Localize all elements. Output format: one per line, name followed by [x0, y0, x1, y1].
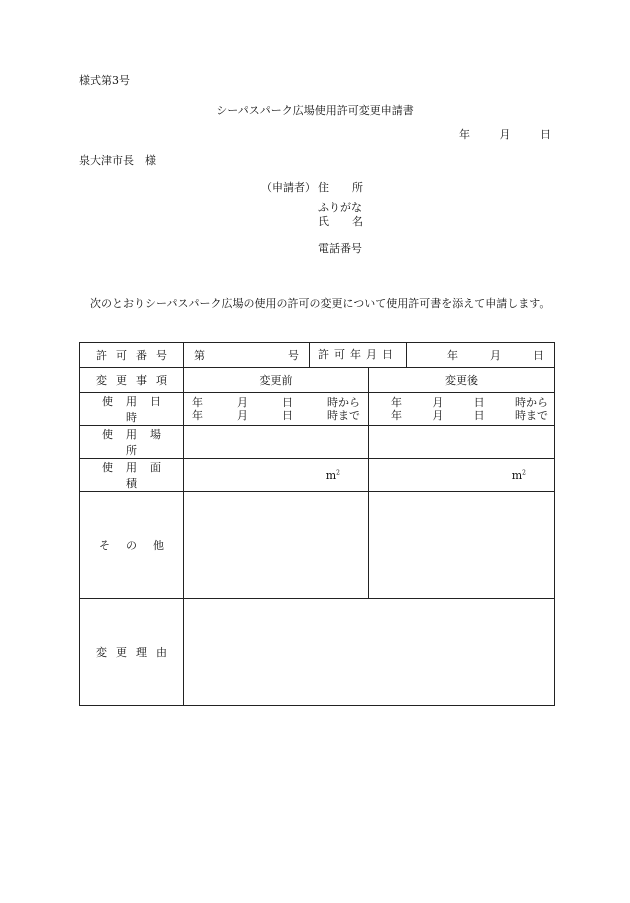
- dt-month: 月: [432, 409, 444, 422]
- use-place-label: 使用場所: [80, 426, 184, 459]
- applicant-furigana-label: ふりがな: [318, 201, 362, 214]
- other-label: その他: [80, 492, 184, 599]
- use-place-row: [80, 426, 555, 459]
- permit-date-cell: [310, 343, 555, 368]
- dt-year: 年: [192, 409, 203, 422]
- permit-date-field[interactable]: [407, 347, 554, 363]
- dt-from: 時から: [514, 396, 548, 409]
- dt-day: 日: [473, 409, 485, 422]
- dt-to: 時まで: [327, 409, 360, 422]
- date-month: 月: [499, 128, 511, 141]
- permit-number-label: 許可番号: [80, 343, 184, 368]
- applicant-phone-label: 電話番号: [318, 242, 362, 255]
- permit-number-suffix: 号: [288, 349, 299, 362]
- dt-day: 日: [282, 409, 293, 422]
- reason-label: 変更理由: [80, 599, 184, 706]
- area-unit: m: [511, 468, 523, 482]
- permit-date-label: 許可年月日: [310, 343, 407, 367]
- use-area-before[interactable]: [184, 459, 369, 492]
- reason-row: [80, 599, 555, 706]
- area-unit-sup: 2: [336, 468, 340, 476]
- other-before[interactable]: [184, 492, 369, 599]
- dt-month: 月: [237, 396, 248, 409]
- reason-field[interactable]: [184, 599, 555, 706]
- use-datetime-after[interactable]: [369, 393, 555, 426]
- dt-day: 日: [282, 396, 293, 409]
- form-number: 様式第3号: [79, 74, 130, 87]
- area-unit-sup: 2: [522, 468, 526, 476]
- use-datetime-before[interactable]: [184, 393, 369, 426]
- other-row: [80, 492, 555, 599]
- use-datetime-label: 使用日時: [80, 393, 184, 426]
- change-item-label: 変更事項: [80, 368, 184, 393]
- before-header: 変更前: [184, 368, 369, 393]
- dt-day: 日: [473, 396, 485, 409]
- other-after[interactable]: [369, 492, 555, 599]
- permit-date-year: 年: [447, 349, 458, 362]
- permit-number-prefix: 第: [194, 349, 205, 362]
- document-title: シーパスパーク広場使用許可変更申請書: [216, 104, 414, 117]
- use-datetime-row: [80, 393, 555, 426]
- permit-date-day: 日: [533, 349, 544, 362]
- date-day: 日: [540, 128, 551, 141]
- use-area-after[interactable]: [369, 459, 555, 492]
- permit-number-field[interactable]: [184, 343, 310, 368]
- date-year: 年: [459, 128, 470, 141]
- use-place-after[interactable]: [369, 426, 555, 459]
- dt-year: 年: [192, 396, 203, 409]
- applicant-name-label: 氏名: [318, 215, 386, 228]
- change-item-row: [80, 368, 555, 393]
- permit-row: [80, 343, 555, 368]
- dt-month: 月: [432, 396, 444, 409]
- dt-year: 年: [391, 396, 402, 409]
- dt-month: 月: [237, 409, 248, 422]
- applicant-label: （申請者）: [261, 181, 316, 194]
- body-text: 次のとおりシーパスパーク広場の使用の許可の変更について使用許可書を添えて申請します。: [90, 297, 551, 310]
- addressee: 泉大津市長 様: [79, 154, 156, 167]
- use-area-row: [80, 459, 555, 492]
- permit-date-month: 月: [490, 349, 501, 362]
- dt-to: 時まで: [514, 409, 548, 422]
- dt-from: 時から: [327, 396, 360, 409]
- application-table: [79, 342, 555, 706]
- dt-year: 年: [391, 409, 402, 422]
- use-place-before[interactable]: [184, 426, 369, 459]
- use-area-label: 使用面積: [80, 459, 184, 492]
- area-unit: m: [325, 468, 337, 482]
- applicant-address-label: 住所: [318, 181, 386, 194]
- after-header: 変更後: [369, 368, 555, 393]
- application-date: [433, 126, 551, 142]
